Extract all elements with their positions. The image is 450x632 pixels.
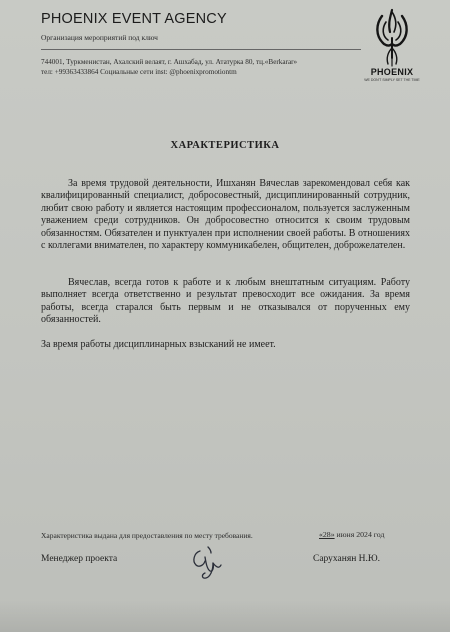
address-line: 744001, Туркменистан, Ахалский велаят, г. Ашхабад, ул. Ататурка 80, тц.«Berkarar»	[41, 58, 298, 66]
issue-date-day: «28»	[319, 530, 335, 539]
header-divider	[41, 49, 361, 50]
contact-line: тел: +99363433864 Социальные сети inst: @phoenixpromotiontm	[41, 68, 237, 76]
logo-tagline: WE DON'T SIMPLY SET THE TIME	[364, 78, 420, 82]
photo-shadow	[0, 600, 450, 632]
signer-role: Менеджер проекта	[41, 554, 118, 564]
org-description: Организация мероприятий под ключ	[41, 33, 158, 42]
logo-wordmark: PHOENIX	[370, 67, 414, 77]
body-paragraph: Вячеслав, всегда готов к работе и к любым внештатным ситуациям. Работу выполняет всегда ответственно и результат превосходит все ожидания. За время работы, всегда старался быть первым и не отказывался от порученных ему обязанностей.	[41, 277, 410, 326]
body-paragraph: За время работы дисциплинарных взысканий не имеет.	[41, 339, 276, 350]
document-title: ХАРАКТЕРИСТИКА	[170, 140, 280, 151]
body-paragraph: За время трудовой деятельности, Ишханян Вячеслав зарекомендовал себя как квалифицированный специалист, добросовестный, дисциплинированный сотрудник, любит свою работу и является настоящим профессионалом, пользуется заслуженным уважением среди сотрудников. Он добросовестно относится к своим трудовым обязанностям. Обязателен и пунктуален при исполнении своей работы. В отношениях с коллегами внимателен, по характеру коммуникабелен, общителен, доброжелателен.	[41, 178, 410, 252]
company-name: PHOENIX EVENT AGENCY	[41, 11, 227, 27]
issue-date	[319, 530, 384, 539]
issuance-note: Характеристика выдана для предоставления по месту требования.	[41, 531, 253, 540]
signer-name: Саруханян Н.Ю.	[313, 554, 381, 564]
handwritten-signature	[186, 541, 232, 581]
issue-date-month-year: июня 2024 год	[334, 530, 385, 539]
phoenix-bird-icon	[372, 8, 412, 70]
